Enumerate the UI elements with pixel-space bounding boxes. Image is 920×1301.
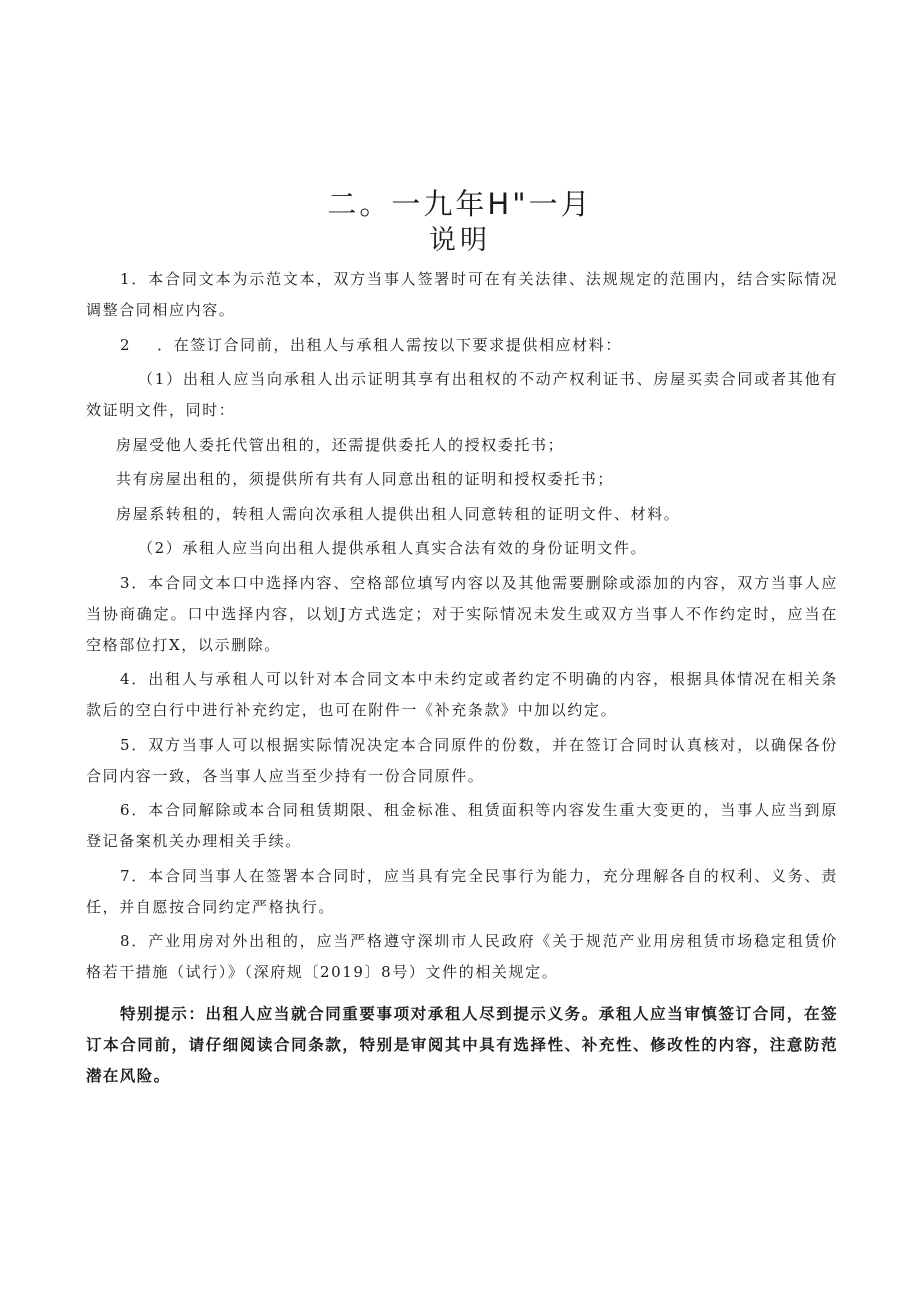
instruction-item-7: 7．本合同当事人在签署本合同时，应当具有完全民事行为能力，充分理解各自的权利、义务、责任，并自愿按合同约定严格执行。 — [86, 866, 838, 916]
instruction-item-2-1-a: 房屋受他人委托代管出租的，还需提供委托人的授权委托书； — [116, 435, 565, 454]
special-notice: 特别提示：出租人应当就合同重要事项对承租人尽到提示义务。承租人应当审慎签订合同，在签订本合同前，请仔细阅读合同条款，特别是审阅其中具有选择性、补充性、修改性的内容，注意防范潜在风险。 — [86, 1004, 838, 1085]
instruction-item-3: 3．本合同文本口中选择内容、空格部位填写内容以及其他需要删除或添加的内容，双方当事人应当协商确定。口中选择内容，以划J方式选定；对于实际情况未发生或双方当事人不作约定时，应当在空格部位打X，以示删除。 — [86, 573, 838, 654]
instruction-item-8: 8．产业用房对外出租的，应当严格遵守深圳市人民政府《关于规范产业用房租赁市场稳定租赁价格若干措施（试行）》（深府规〔2019〕8号）文件的相关规定。 — [86, 932, 838, 981]
instructions-body — [86, 264, 838, 1095]
instruction-item-5: 5．双方当事人可以根据实际情况决定本合同原件的份数，并在签订合同时认真核对，以确保各份合同内容一致，各当事人应当至少持有一份合同原件。 — [86, 735, 838, 785]
instruction-item-6: 6．本合同解除或本合同租赁期限、租金标准、租赁面积等内容发生重大变更的，当事人应当到原登记备案机关办理相关手续。 — [86, 801, 838, 850]
instruction-item-2-text: ．在签订合同前，出租人与承租人需按以下要求提供相应材料： — [157, 335, 622, 354]
instruction-item-2-number: 2 — [120, 335, 132, 354]
date-line: 二。一九年H"一月 — [327, 187, 593, 221]
instruction-item-2-1-b: 共有房屋出租的，须提供所有共有人同意出租的证明和授权委托书； — [116, 470, 615, 488]
instruction-item-4: 4．出租人与承租人可以针对本合同文本中未约定或者约定不明确的内容，根据具体情况在相关条款后的空白行中进行补充约定，也可在附件一《补充条款》中加以约定。 — [86, 670, 838, 719]
instruction-item-2-2: （2）承租人应当向出租人提供承租人真实合法有效的身份证明文件。 — [138, 539, 648, 557]
page-title: 说明 — [429, 225, 491, 256]
instruction-item-1: 1．本合同文本为示范文本，双方当事人签署时可在有关法律、法规规定的范围内，结合实际情况调整合同相应内容。 — [86, 270, 838, 319]
instruction-item-2 — [86, 330, 838, 361]
instruction-item-2-1-c: 房屋系转租的，转租人需向次承租人提供出租人同意转租的证明文件、材料。 — [116, 504, 681, 523]
instruction-item-2-1: （1）出租人应当向承租人出示证明其享有出租权的不动产权利证书、房屋买卖合同或者其他有效证明文件，同时： — [86, 370, 838, 419]
